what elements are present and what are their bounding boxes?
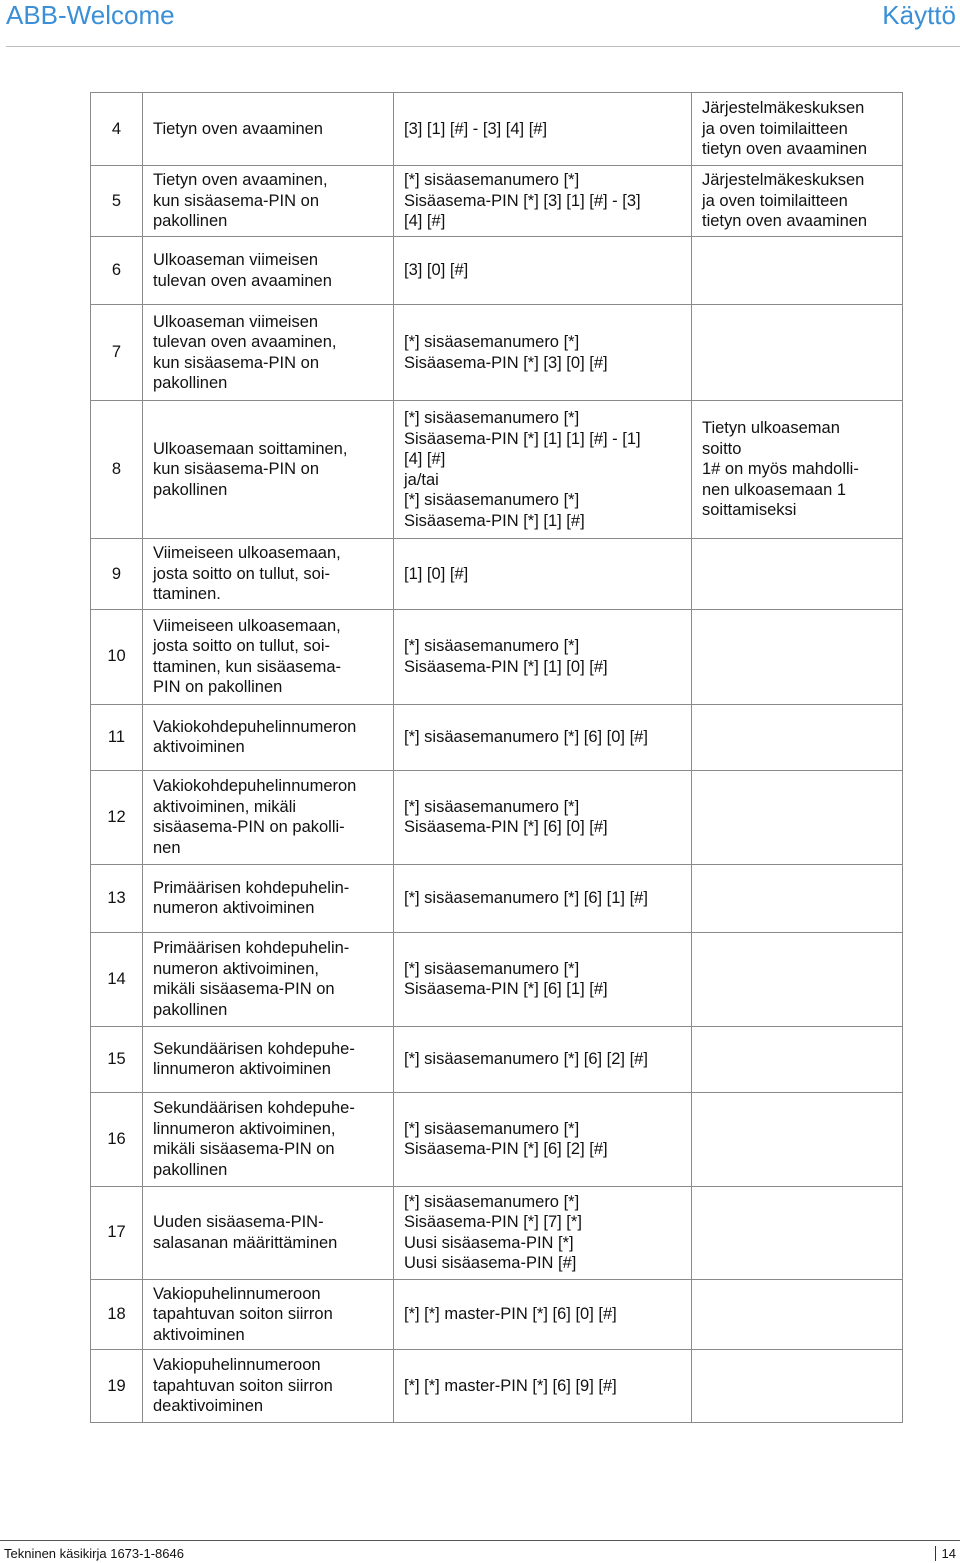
remark bbox=[692, 609, 903, 704]
remark bbox=[692, 539, 903, 610]
function-description: Vakiopuhelinnumeroon tapahtuvan soiton siirron deaktivoiminen bbox=[143, 1350, 394, 1423]
table-row bbox=[91, 305, 903, 401]
footer-divider bbox=[0, 1540, 960, 1541]
function-description: Ulkoaseman viimeisen tulevan oven avaaminen bbox=[143, 237, 394, 305]
row-number: 16 bbox=[91, 1092, 143, 1186]
key-sequence: [*] sisäasemanumero [*] Sisäasema-PIN [*] [6] [1] [#] bbox=[394, 932, 692, 1026]
remark bbox=[692, 864, 903, 932]
row-number: 12 bbox=[91, 770, 143, 864]
table-row bbox=[91, 704, 903, 770]
remark: Järjestelmäkeskuksen ja oven toimilaitteen tietyn oven avaaminen bbox=[692, 93, 903, 166]
table-row bbox=[91, 864, 903, 932]
key-sequence: [*] [*] master-PIN [*] [6] [0] [#] bbox=[394, 1279, 692, 1350]
table-row bbox=[91, 609, 903, 704]
row-number: 11 bbox=[91, 704, 143, 770]
table-row bbox=[91, 1092, 903, 1186]
table-row bbox=[91, 539, 903, 610]
key-sequence: [*] sisäasemanumero [*] Sisäasema-PIN [*] [3] [1] [#] - [3] [4] [#] bbox=[394, 166, 692, 237]
table-row bbox=[91, 1350, 903, 1423]
key-sequence: [*] [*] master-PIN [*] [6] [9] [#] bbox=[394, 1350, 692, 1423]
remark bbox=[692, 1350, 903, 1423]
key-sequence: [*] sisäasemanumero [*] [6] [2] [#] bbox=[394, 1026, 692, 1092]
table-row bbox=[91, 770, 903, 864]
remark bbox=[692, 704, 903, 770]
row-number: 6 bbox=[91, 237, 143, 305]
table-row bbox=[91, 1186, 903, 1279]
row-number: 9 bbox=[91, 539, 143, 610]
row-number: 17 bbox=[91, 1186, 143, 1279]
table-row bbox=[91, 932, 903, 1026]
remark: Järjestelmäkeskuksen ja oven toimilaitteen tietyn oven avaaminen bbox=[692, 166, 903, 237]
function-description: Primäärisen kohdepuhelin- numeron aktivoiminen, mikäli sisäasema-PIN on pakollinen bbox=[143, 932, 394, 1026]
row-number: 19 bbox=[91, 1350, 143, 1423]
key-sequence: [3] [0] [#] bbox=[394, 237, 692, 305]
table-row bbox=[91, 1026, 903, 1092]
function-description: Sekundäärisen kohdepuhe- linnumeron aktivoiminen, mikäli sisäasema-PIN on pakollinen bbox=[143, 1092, 394, 1186]
key-sequence: [*] sisäasemanumero [*] Sisäasema-PIN [*] [3] [0] [#] bbox=[394, 305, 692, 401]
table-row bbox=[91, 237, 903, 305]
function-description: Vakiokohdepuhelinnumeron aktivoiminen, mikäli sisäasema-PIN on pakolli- nen bbox=[143, 770, 394, 864]
key-sequence: [*] sisäasemanumero [*] Sisäasema-PIN [*] [6] [0] [#] bbox=[394, 770, 692, 864]
key-sequence: [*] sisäasemanumero [*] Sisäasema-PIN [*] [1] [0] [#] bbox=[394, 609, 692, 704]
remark bbox=[692, 237, 903, 305]
row-number: 15 bbox=[91, 1026, 143, 1092]
function-description: Ulkoasemaan soittaminen, kun sisäasema-PIN on pakollinen bbox=[143, 401, 394, 539]
remark bbox=[692, 932, 903, 1026]
remark bbox=[692, 770, 903, 864]
command-table-body bbox=[91, 93, 903, 1423]
row-number: 13 bbox=[91, 864, 143, 932]
row-number: 18 bbox=[91, 1279, 143, 1350]
table-row bbox=[91, 93, 903, 166]
table-row bbox=[91, 166, 903, 237]
remark bbox=[692, 305, 903, 401]
footer-document-title: Tekninen käsikirja 1673-1-8646 bbox=[4, 1546, 184, 1561]
header-title: ABB-Welcome bbox=[6, 0, 175, 30]
function-description: Tietyn oven avaaminen bbox=[143, 93, 394, 166]
key-sequence: [*] sisäasemanumero [*] [6] [1] [#] bbox=[394, 864, 692, 932]
row-number: 10 bbox=[91, 609, 143, 704]
key-sequence: [1] [0] [#] bbox=[394, 539, 692, 610]
table-row bbox=[91, 1279, 903, 1350]
function-description: Vakiokohdepuhelinnumeron aktivoiminen bbox=[143, 704, 394, 770]
row-number: 14 bbox=[91, 932, 143, 1026]
remark bbox=[692, 1026, 903, 1092]
footer-page-number: 14 bbox=[935, 1546, 956, 1561]
function-description: Uuden sisäasema-PIN- salasanan määrittäminen bbox=[143, 1186, 394, 1279]
key-sequence: [*] sisäasemanumero [*] Sisäasema-PIN [*] [1] [1] [#] - [1] [4] [#] ja/tai [*] sisäasemanumero [*] Sisäasema-PIN [*] [1] [#] bbox=[394, 401, 692, 539]
row-number: 5 bbox=[91, 166, 143, 237]
key-sequence: [*] sisäasemanumero [*] Sisäasema-PIN [*] [7] [*] Uusi sisäasema-PIN [*] Uusi sisäasema-PIN [#] bbox=[394, 1186, 692, 1279]
function-description: Tietyn oven avaaminen, kun sisäasema-PIN on pakollinen bbox=[143, 166, 394, 237]
function-description: Vakiopuhelinnumeroon tapahtuvan soiton siirron aktivoiminen bbox=[143, 1279, 394, 1350]
remark bbox=[692, 1092, 903, 1186]
key-sequence: [3] [1] [#] - [3] [4] [#] bbox=[394, 93, 692, 166]
key-sequence: [*] sisäasemanumero [*] Sisäasema-PIN [*] [6] [2] [#] bbox=[394, 1092, 692, 1186]
key-sequence: [*] sisäasemanumero [*] [6] [0] [#] bbox=[394, 704, 692, 770]
table-row bbox=[91, 401, 903, 539]
header-section: Käyttö bbox=[882, 0, 956, 30]
page-header bbox=[0, 0, 960, 34]
remark bbox=[692, 1186, 903, 1279]
header-divider bbox=[6, 46, 960, 47]
command-table bbox=[90, 92, 903, 1423]
remark: Tietyn ulkoaseman soitto 1# on myös mahdolli- nen ulkoasemaan 1 soittamiseksi bbox=[692, 401, 903, 539]
function-description: Viimeiseen ulkoasemaan, josta soitto on tullut, soi- ttaminen. bbox=[143, 539, 394, 610]
row-number: 7 bbox=[91, 305, 143, 401]
remark bbox=[692, 1279, 903, 1350]
row-number: 4 bbox=[91, 93, 143, 166]
function-description: Viimeiseen ulkoasemaan, josta soitto on tullut, soi- ttaminen, kun sisäasema- PIN on pakollinen bbox=[143, 609, 394, 704]
function-description: Primäärisen kohdepuhelin- numeron aktivoiminen bbox=[143, 864, 394, 932]
function-description: Sekundäärisen kohdepuhe- linnumeron aktivoiminen bbox=[143, 1026, 394, 1092]
function-description: Ulkoaseman viimeisen tulevan oven avaaminen, kun sisäasema-PIN on pakollinen bbox=[143, 305, 394, 401]
row-number: 8 bbox=[91, 401, 143, 539]
